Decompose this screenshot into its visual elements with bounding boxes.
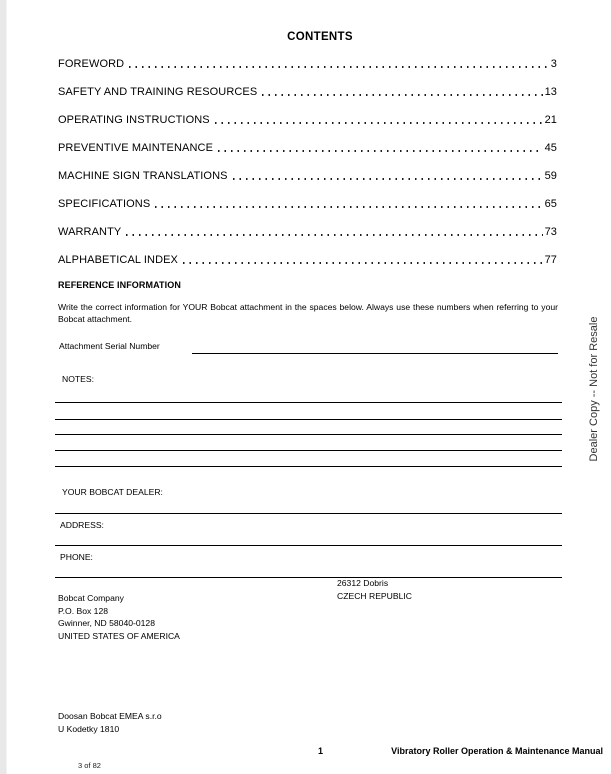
toc-entry-label: OPERATING INSTRUCTIONS	[58, 114, 210, 126]
address-line: Doosan Bobcat EMEA s.r.o	[58, 711, 162, 721]
serial-number-label: Attachment Serial Number	[59, 341, 160, 351]
page-title: CONTENTS	[287, 31, 353, 43]
reference-instructions: Write the correct information for YOUR Bobcat attachment in the spaces below. Always use these numbers when referring to your Bobcat attachment.	[58, 302, 558, 324]
address-line: 26312 Dobris	[337, 578, 389, 588]
dot-leader	[126, 234, 542, 236]
toc-entry-page: 73	[544, 226, 557, 238]
dealer-label: YOUR BOBCAT DEALER:	[62, 487, 163, 497]
toc-entry-label: SPECIFICATIONS	[58, 198, 151, 210]
toc-entry-label: SAFETY AND TRAINING RESOURCES	[58, 86, 258, 98]
dot-leader	[129, 66, 549, 68]
serial-number-blank-line	[192, 353, 558, 354]
footer-page-number: 1	[318, 746, 324, 756]
toc-entry-page: 45	[544, 142, 557, 154]
address-line: Gwinner, ND 58040-0128	[58, 618, 155, 628]
footer-manual-title: Vibratory Roller Operation & Maintenance Manual	[391, 746, 603, 756]
toc-entry-foreword	[58, 42, 557, 70]
address-line: U Kodetky 1810	[58, 723, 120, 734]
dot-leader	[215, 122, 543, 124]
address-doosan-bobcat-emea	[58, 710, 162, 735]
footer-sheet-indicator: 3 of 82	[78, 761, 101, 770]
toc-entry-label: PREVENTIVE MAINTENANCE	[58, 142, 214, 154]
toc-entry-page: 59	[544, 170, 557, 182]
address-bobcat-company-us	[58, 592, 180, 642]
page-edge-gutter	[0, 0, 7, 774]
toc-entry-label: FOREWORD	[58, 58, 125, 70]
dot-leader	[155, 206, 542, 208]
phone-label: PHONE:	[60, 552, 93, 562]
reference-information-heading: REFERENCE INFORMATION	[58, 280, 181, 290]
toc-entry-label: MACHINE SIGN TRANSLATIONS	[58, 170, 228, 182]
toc-entry-preventive	[58, 126, 557, 154]
dot-leader	[233, 178, 543, 180]
address-line: P.O. Box 128	[58, 605, 109, 616]
dot-leader	[183, 262, 543, 264]
toc-entry-page: 77	[544, 254, 557, 266]
toc-entry-warranty	[58, 210, 557, 238]
notes-blank-line	[55, 434, 562, 435]
address-blank-line	[55, 545, 562, 546]
toc-entry-label: ALPHABETICAL INDEX	[58, 254, 178, 266]
address-line: CZECH REPUBLIC	[337, 590, 412, 601]
notes-blank-line	[55, 450, 562, 451]
toc-entry-specifications	[58, 182, 557, 210]
dealer-copy-watermark: Dealer Copy -- Not for Resale	[588, 316, 600, 462]
phone-blank-line	[55, 577, 562, 578]
address-label: ADDRESS:	[60, 520, 104, 530]
toc-entry-page: 13	[544, 86, 557, 98]
toc-entry-alphabetical-index	[58, 238, 557, 266]
dealer-blank-line	[55, 513, 562, 514]
toc-entry-page: 21	[544, 114, 557, 126]
notes-blank-line	[55, 419, 562, 420]
address-line: Bobcat Company	[58, 593, 124, 603]
notes-blank-line	[55, 402, 562, 403]
toc-entry-operating	[58, 98, 557, 126]
address-czech-republic	[337, 577, 412, 602]
dot-leader	[262, 94, 542, 96]
notes-blank-line	[55, 466, 562, 467]
notes-label: NOTES:	[62, 374, 94, 384]
table-of-contents	[58, 42, 557, 266]
toc-entry-safety	[58, 70, 557, 98]
toc-entry-page: 65	[544, 198, 557, 210]
toc-entry-label: WARRANTY	[58, 226, 122, 238]
dot-leader	[218, 150, 543, 152]
toc-entry-page: 3	[550, 58, 557, 70]
toc-entry-machine-signs	[58, 154, 557, 182]
address-line: UNITED STATES OF AMERICA	[58, 630, 180, 641]
